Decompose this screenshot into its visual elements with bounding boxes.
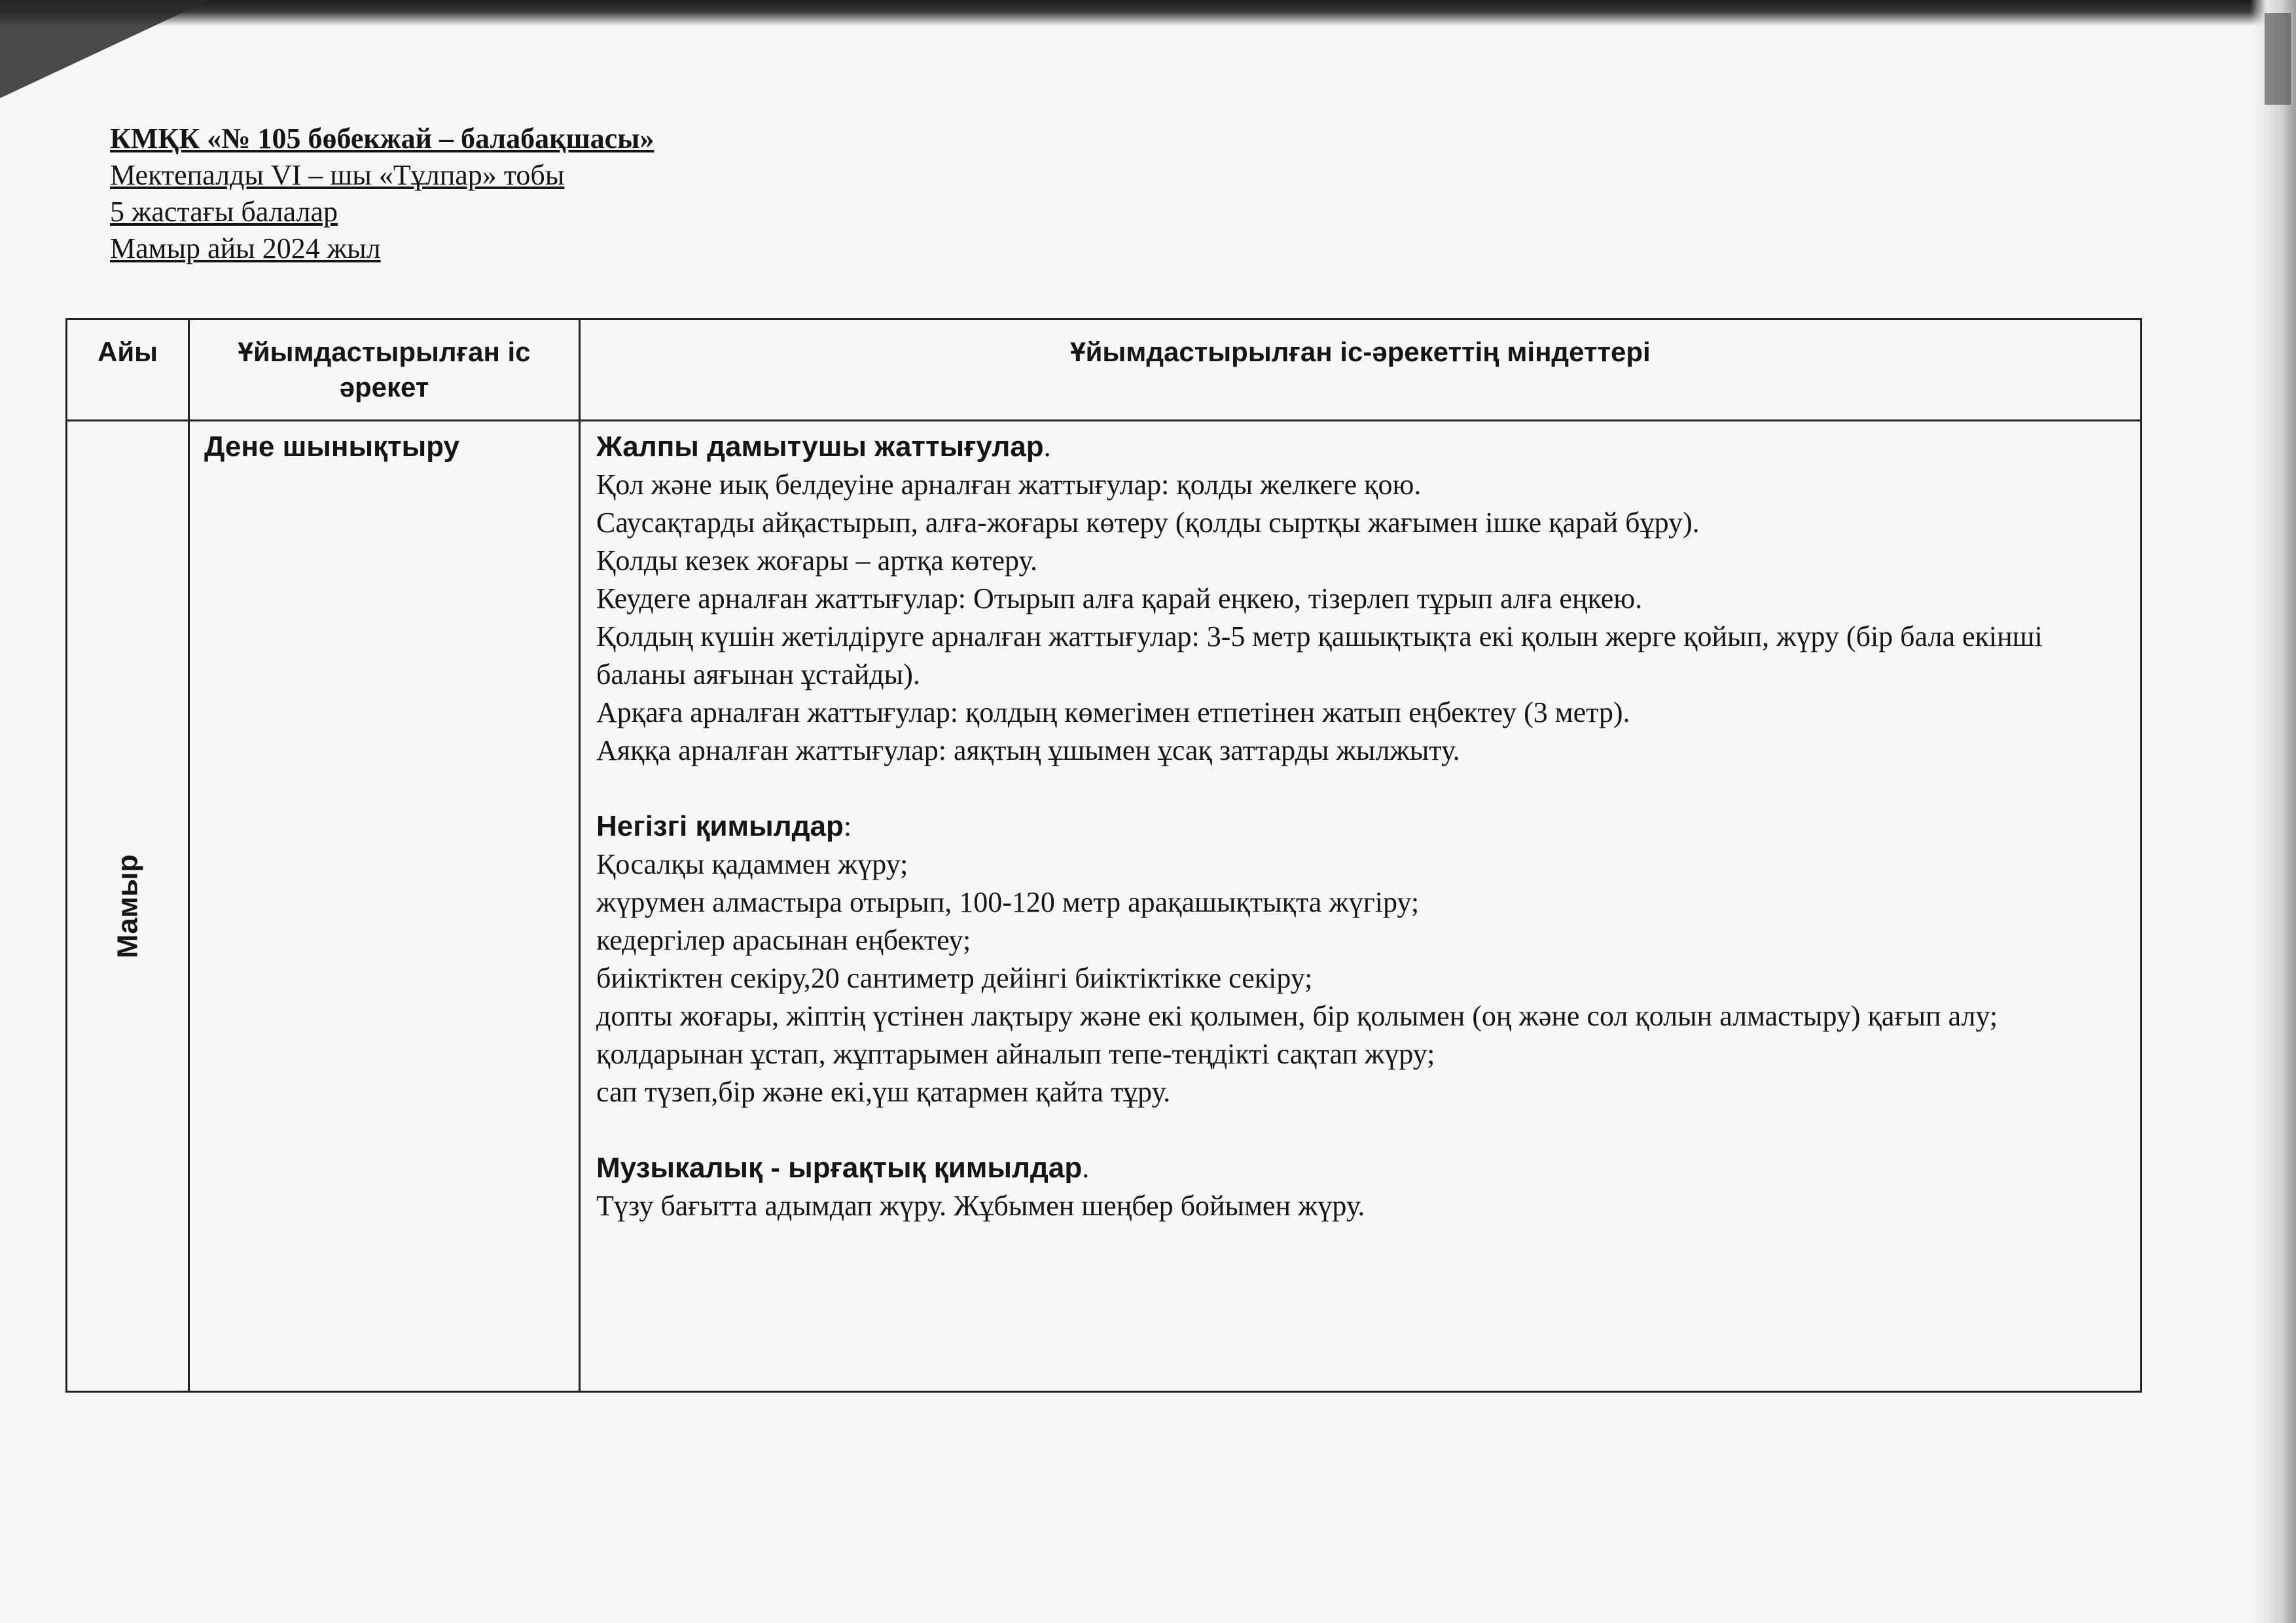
section-title-suffix: . — [1082, 1152, 1090, 1184]
scan-edge-mark — [2265, 13, 2291, 105]
column-header-month: Айы — [67, 319, 189, 421]
task-line: Қолдың күшін жетілдіруге арналған жаттығулар: 3-5 метр қашықтықта екі қолын жерге қойып, жүру (бір бала екінші баланы аяғынан ұстайды). — [596, 620, 2043, 690]
section-heading — [596, 428, 2125, 466]
task-line: сап түзеп,бір және екі,үш қатармен қайта тұру. — [596, 1076, 1171, 1108]
scan-shadow-right — [2250, 0, 2296, 1623]
section-title: Негізгі қимылдар — [596, 810, 844, 842]
task-line: Арқаға арналған жаттығулар: қолдың көмегімен етпетінен жатып еңбектеу (3 метр). — [596, 696, 1630, 728]
activity-cell: Дене шынықтыру — [189, 421, 580, 1392]
task-line: Қосалқы қадаммен жүру; — [596, 848, 908, 880]
group-name: Мектепалды VI – шы «Тұлпар» тобы — [110, 159, 565, 191]
task-line: кедергілер арасынан еңбектеу; — [596, 924, 971, 956]
column-header-tasks: Ұйымдастырылған іс-әрекеттің міндеттері — [580, 319, 2142, 421]
task-line: Кеудеге арналған жаттығулар: Отырып алға қарай еңкею, тізерлеп тұрып алға еңкею. — [596, 582, 1643, 615]
section-title-suffix: . — [1043, 431, 1051, 463]
task-line: Қол және иық белдеуіне арналған жаттығулар: қолды желкеге қою. — [596, 469, 1422, 501]
section-heading — [596, 1149, 2125, 1187]
task-line: биіктіктен секіру,20 сантиметр дейінгі биіктіктікке секіру; — [596, 962, 1313, 994]
organization-title: КМҚК «№ 105 бөбекжай – балабақшасы» — [110, 122, 655, 154]
period: Мамыр айы 2024 жыл — [110, 232, 381, 264]
section-title: Музыкалық - ырғақтық қимылдар — [596, 1152, 1083, 1184]
scan-shadow-top — [0, 0, 2296, 26]
task-line: Қолды кезек жоғары – артқа көтеру. — [596, 544, 1037, 577]
task-line: қолдарынан ұстап, жұптарымен айналып тепе-теңдікті сақтап жүру; — [596, 1038, 1435, 1070]
age-group: 5 жастағы балалар — [110, 196, 338, 228]
task-line: Саусақтарды айқастырып, алға-жоғары көтеру (қолды сыртқы жағымен ішке қарай бұру). — [596, 507, 1700, 539]
month-label: Мамыр — [111, 854, 143, 958]
section-title-suffix: : — [843, 810, 852, 842]
table-row — [67, 421, 2142, 1392]
tasks-cell — [580, 421, 2142, 1392]
section-title: Жалпы дамытушы жаттығулар — [596, 431, 1044, 463]
document-header — [110, 120, 654, 267]
column-header-activity: Ұйымдастырылған іс әрекет — [189, 319, 580, 421]
section-heading — [596, 808, 2125, 846]
task-line: жүрумен алмастыра отырып, 100-120 метр арақашықтықта жүгіру; — [596, 886, 1420, 918]
tasks-content — [596, 428, 2125, 1225]
task-line: Түзу бағытта адымдап жүру. Жұбымен шеңбер бойымен жүру. — [596, 1190, 1365, 1222]
activity-plan-table — [65, 318, 2142, 1393]
month-cell — [67, 421, 189, 1392]
scan-shadow-corner — [0, 0, 209, 98]
table-header-row — [67, 319, 2142, 421]
task-line: допты жоғары, жіптің үстінен лақтыру және екі қолымен, бір қолымен (оң және сол қолын алмастыру) қағып алу; — [596, 1000, 1998, 1032]
task-line: Аяққа арналған жаттығулар: аяқтың ұшымен ұсақ заттарды жылжыту. — [596, 734, 1460, 766]
